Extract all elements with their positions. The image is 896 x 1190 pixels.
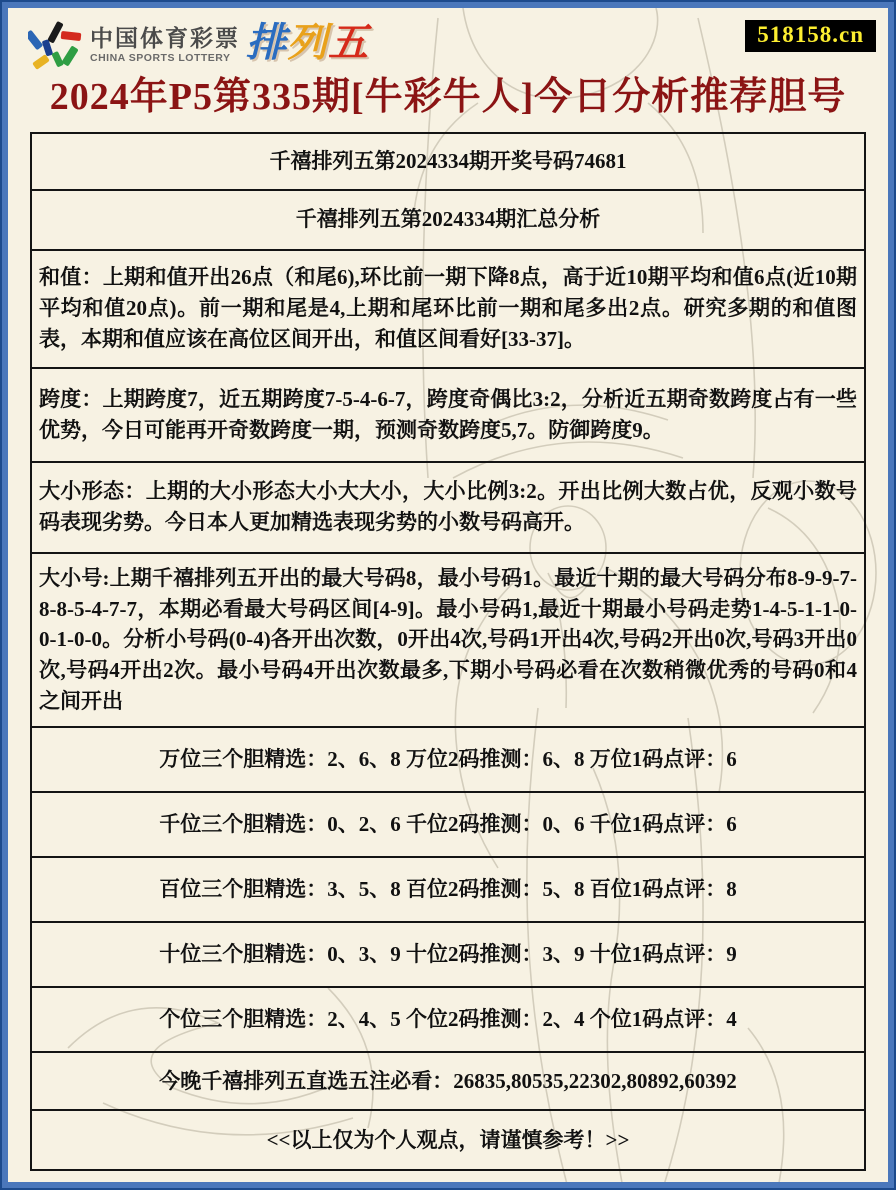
product-name-pailiewu xyxy=(246,23,369,63)
brand-name-en: CHINA SPORTS LOTTERY xyxy=(90,51,231,64)
table-row-disclaimer: <<以上仅为个人观点，请谨慎参考！>> xyxy=(266,1127,630,1152)
table-row-draw-result: 千禧排列五第2024334期开奖号码74681 xyxy=(32,134,864,191)
table-row-summary-header: 千禧排列五第2024334期汇总分析 xyxy=(32,191,864,251)
table-row-qian-picks: 千位三个胆精选：0、2、6 千位2码推测：0、6 千位1码点评：6 xyxy=(32,793,864,858)
sports-lottery-icon xyxy=(28,20,82,70)
header xyxy=(8,8,888,72)
brand-text xyxy=(90,24,240,64)
table-row-minmax-analysis: 大小号:上期千禧排列五开出的最大号码8，最小号码1。最近十期的最大号码分布8-9-9-7-8-8-5-4-7-7，本期必看最大号码区间[4-9]。最小号码1,最近十期最小号码走势1-4-5-1-1-0-0-1-0-0。分析小号码(0-4)各开出次数，0开出4次,号码1开出4次,号码2开出0次,号码3开出0次,号码4开出2次。最小号码4开出次数最多,下期小号码必看在次数稍微优秀的号码0和4之间开出 xyxy=(32,554,864,728)
page-title: 2024年P5第335期[牛彩牛人]今日分析推荐胆号 xyxy=(49,76,847,118)
product-char-1: 排 xyxy=(246,21,287,65)
page xyxy=(2,2,894,1188)
table-row-direct-picks: 今晚千禧排列五直选五注必看：26835,80535,22302,80892,60392 xyxy=(32,1053,864,1111)
table-row-ge-picks: 个位三个胆精选：2、4、5 个位2码推测：2、4 个位1码点评：4 xyxy=(32,988,864,1053)
table-row-sum-analysis: 和值：上期和值开出26点（和尾6),环比前一期下降8点，高于近10期平均和值6点(近10期平均和值20点)。前一期和尾是4,上期和尾环比前一期和尾多出2点。研究多期的和值图表，本期和值应该在高位区间开出，和值区间看好[33-37]。 xyxy=(32,251,864,369)
analysis-table xyxy=(30,132,866,1171)
china-sports-lottery-logo xyxy=(28,20,369,70)
table-row-shi-picks: 十位三个胆精选：0、3、9 十位2码推测：3、9 十位1码点评：9 xyxy=(32,923,864,988)
brand-name-cn: 中国体育彩票 xyxy=(90,24,240,51)
table-row-size-pattern: 大小形态：上期的大小形态大小大大小，大小比例3:2。开出比例大数占优，反观小数号码表现劣势。今日本人更加精选表现劣势的小数号码高开。 xyxy=(32,463,864,554)
site-badge[interactable]: 518158.cn xyxy=(745,20,876,52)
product-char-3: 五 xyxy=(328,21,369,65)
product-char-2: 列 xyxy=(287,21,328,65)
table-row-span-analysis: 跨度：上期跨度7，近五期跨度7-5-4-6-7，跨度奇偶比3:2，分析近五期奇数跨度占有一些优势，今日可能再开奇数跨度一期，预测奇数跨度5,7。防御跨度9。 xyxy=(32,369,864,463)
table-row-wan-picks: 万位三个胆精选：2、6、8 万位2码推测：6、8 万位1码点评：6 xyxy=(32,728,864,793)
table-row-bai-picks: 百位三个胆精选：3、5、8 百位2码推测：5、8 百位1码点评：8 xyxy=(32,858,864,923)
